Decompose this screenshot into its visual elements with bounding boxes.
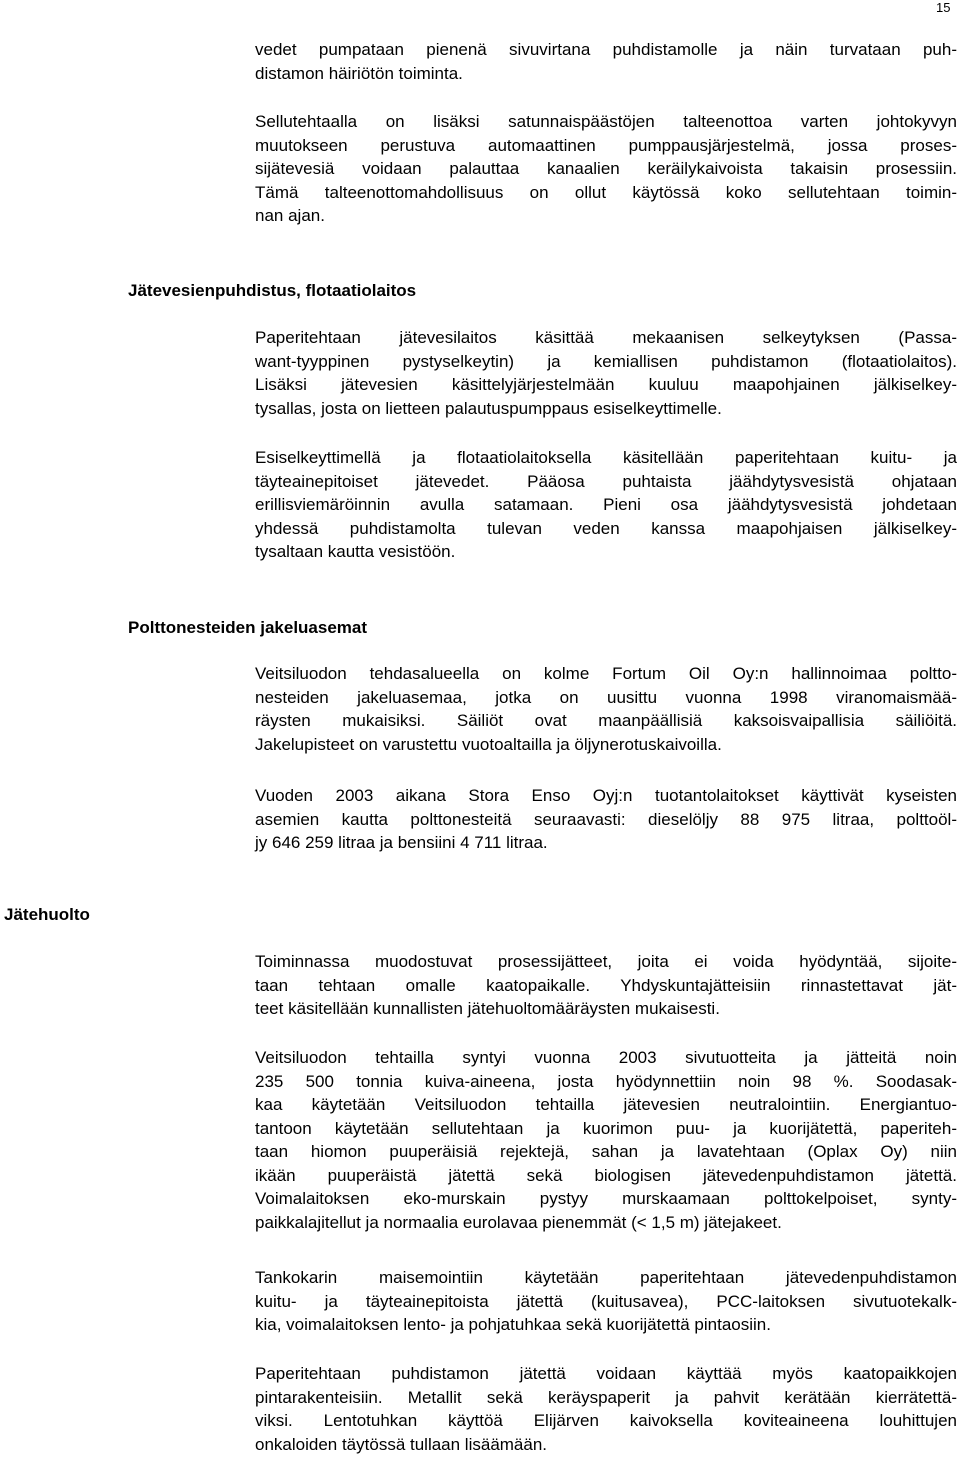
section-heading-wastewater: Jätevesienpuhdistus, flotaatiolaitos [128,281,417,300]
text-line: vedet pumpataan pienenä sivuvirtana puhdistamolle ja näin turvataan puh- [255,40,957,59]
section-heading-waste: Jätehuolto [4,905,90,924]
text-line: Tankokarin maisemointiin käytetään paperitehtaan jätevedenpuhdistamon [255,1268,957,1287]
text-line: Veitsiluodon tehtailla syntyi vuonna 2003 sivutuotteita ja jätteitä noin [255,1048,957,1067]
section-heading-fuel: Polttonesteiden jakeluasemat [128,618,368,637]
waste-paragraph-2 [255,1046,957,1234]
text-line: erillisviemäröinnin avulla satamaan. Pieni osa jäähdytysvesistä johdetaan [255,495,957,514]
text-line: onkaloiden täytössä tullaan lisäämään. [255,1434,548,1454]
text-line: pintarakenteisiin. Metallit sekä keräyspaperit ja pahvit kerätään kierrätettä- [255,1387,957,1407]
wastewater-paragraph-2 [255,446,957,564]
text-line: Esiselkeyttimellä ja flotaatiolaitoksella käsitellään paperitehtaan kuitu- ja [255,448,957,467]
text-line: Tämä talteenottomahdollisuus on ollut käytössä koko sellutehtaan toimin- [255,182,957,202]
text-line: Vuoden 2003 aikana Stora Enso Oyj:n tuotantolaitokset käyttivät kyseisten [255,786,957,805]
text-line: tysaltaan kautta vesistöön. [255,542,456,561]
waste-paragraph-1 [255,950,957,1021]
text-line: yhdessä puhdistamolta tulevan veden kanssa maapohjaisen jälkiselkey- [255,518,957,538]
text-line: Paperitehtaan puhdistamon jätettä voidaan käyttää myös kaatopaikkojen [255,1364,957,1383]
text-line: Lisäksi jätevesien käsittelyjärjestelmään kuuluu maapohjainen jälkiselkey- [255,375,957,394]
text-line: paikkalajitellut ja normaalia eurolavaa pienemmät (< 1,5 m) jätejakeet. [255,1212,782,1232]
text-line: kia, voimalaitoksen lento- ja pohjatuhkaa sekä kuorijätettä pintaosiin. [255,1315,771,1334]
text-line: tysallas, josta on lietteen palautuspumppaus esiselkeyttimelle. [255,398,722,418]
text-line: nesteiden jakeluasemaa, jotka on uusittu vuonna 1998 viranomaismää- [255,687,957,707]
waste-paragraph-3 [255,1266,957,1337]
text-line: täyteainepitoiset jätevedet. Pääosa puhtaista jäähdytysvesistä ohjataan [255,471,957,491]
text-line: asemien kautta polttonesteitä seuraavasti: dieselöljy 88 975 litraa, polttoöl- [255,809,957,829]
text-line: 235 500 tonnia kuiva-aineena, josta hyödynnettiin noin 98 %. Soodasak- [255,1071,957,1091]
text-line: ikään puuperäistä jätettä sekä biologisen jätevedenpuhdistamon jätettä. [255,1165,957,1185]
text-line: nan ajan. [255,206,325,225]
page-number: 15 [936,0,951,15]
text-line: taan hiomon puuperäisiä rejektejä, sahan ja lavatehtaan (Oplax Oy) niin [255,1142,957,1161]
text-line: muutokseen perustuva automaattinen pumppausjärjestelmä, jossa proses- [255,135,957,155]
text-line: kaa käytetään Veitsiluodon tehtailla jätevesien neutralointiin. Energiantuo- [255,1095,957,1114]
text-line: Paperitehtaan jätevesilaitos käsittää mekaanisen selkeytyksen (Passa- [255,328,957,347]
wastewater-paragraph-1 [255,326,957,420]
text-line: distamon häiriötön toiminta. [255,63,463,83]
text-line: Sellutehtaalla on lisäksi satunnaispäästöjen talteenottoa varten johtokyvyn [255,112,957,131]
text-line: teet käsitellään kunnallisten jätehuoltomääräysten mukaisesti. [255,999,720,1018]
text-line: Toiminnassa muodostuvat prosessijätteet, joita ei voida hyödyntää, sijoite- [255,952,957,971]
text-line: taan tehtaan omalle kaatopaikalle. Yhdyskuntajätteisiin rinnastettavat jät- [255,975,957,995]
text-line: räysten mukaisiksi. Säiliöt ovat maanpäällisiä kaksoisvaipallisia säiliöitä. [255,711,957,730]
fuel-paragraph-1 [255,662,957,756]
fuel-paragraph-2 [255,784,957,855]
text-line: tantoon käytetään sellutehtaan ja kuorimon puu- ja kuorijätettä, paperiteh- [255,1118,957,1138]
text-line: Veitsiluodon tehdasalueella on kolme Fortum Oil Oy:n hallinnoimaa poltto- [255,664,957,683]
text-line: Jakelupisteet on varustettu vuotoaltailla ja öljynerotuskaivoilla. [255,734,722,754]
text-line: viksi. Lentotuhkan käyttöä Elijärven kaivoksella koviteaineena louhittujen [255,1411,957,1430]
intro-paragraph-2 [255,110,957,228]
waste-paragraph-4 [255,1362,957,1456]
text-line: want-tyyppinen pystyselkeytin) ja kemiallisen puhdistamon (flotaatiolaitos). [255,351,957,371]
text-line: sijätevesiä voidaan palauttaa kanaalien keräilykaivoista takaisin prosessiin. [255,159,957,178]
text-line: Voimalaitoksen eko-murskain pystyy murskaamaan polttokelpoiset, synty- [255,1189,957,1208]
text-line: jy 646 259 litraa ja bensiini 4 711 litraa. [255,833,548,852]
text-line: kuitu- ja täyteainepitoista jätettä (kuitusavea), PCC-laitoksen sivutuotekalk- [255,1291,957,1311]
intro-paragraph-1 [255,38,957,85]
